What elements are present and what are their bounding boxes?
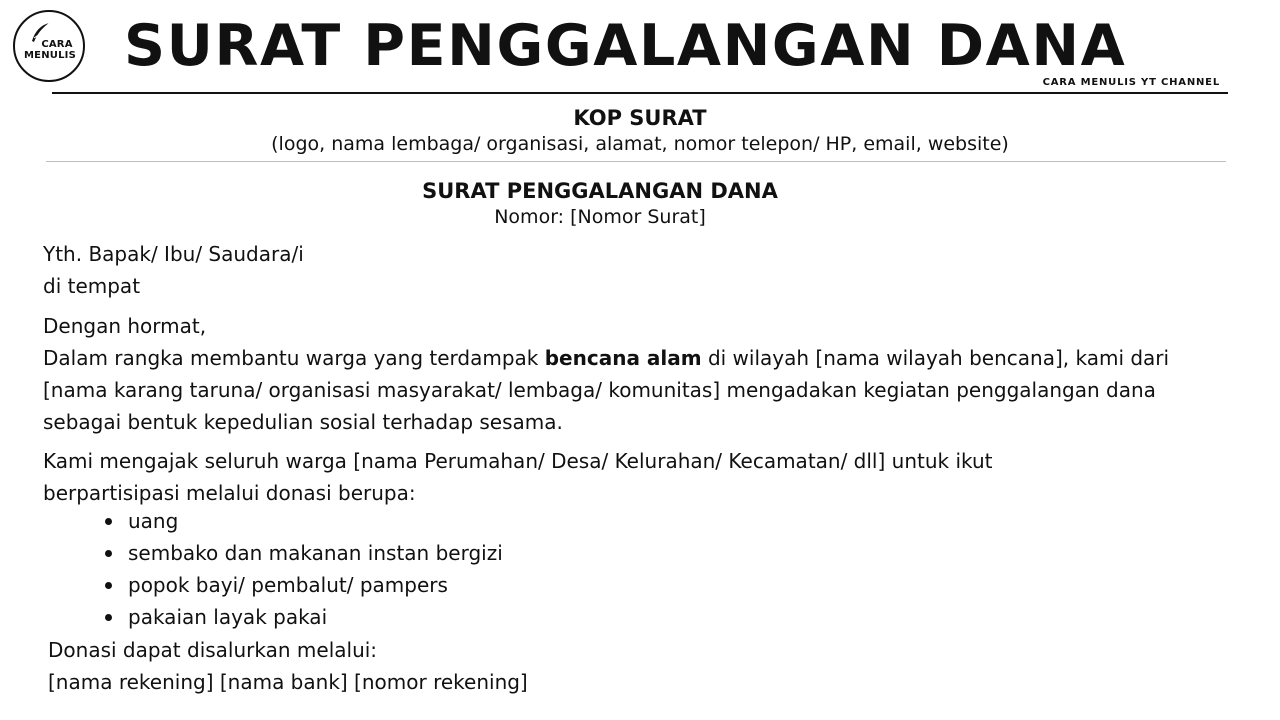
greeting: Dengan hormat, [43,314,207,338]
logo-text-line1: CARA [41,39,73,50]
bank-info: [nama rekening] [nama bank] [nomor rekening] [48,670,528,694]
invitation-block [43,445,1223,509]
kop-subtitle: (logo, nama lembaga/ organisasi, alamat, nomor telepon/ HP, email, website) [271,133,1009,155]
recipient-line: Yth. Bapak/ Ibu/ Saudara/i [43,242,304,266]
invitation-line: Kami mengajak seluruh warga [nama Perumahan/ Desa/ Kelurahan/ Kecamatan/ dll] untuk ikut [43,449,993,473]
recipient-block [43,238,1223,302]
list-item: uang [104,505,503,537]
paragraph-purpose: Dalam rangka membantu warga yang terdampak bencana alam di wilayah [nama wilayah bencana], kami dari [nama karang taruna/ organisasi masyarakat/ lembaga/ komunitas] mengadakan kegiatan penggalangan dana sebagai bentuk kepedulian sosial terhadap sesama. [43,346,1170,434]
donation-channel-block [48,634,1228,698]
list-item: popok bayi/ pembalut/ pampers [104,569,503,601]
emphasis-text: bencana alam [544,346,702,370]
list-item: pakaian layak pakai [104,601,503,633]
kop-title: KOP SURAT [573,106,707,130]
opening-block [43,310,1223,438]
donation-list [104,505,503,633]
logo-text-line2: MENULIS [24,50,76,61]
page-title: SURAT PENGGALANGAN DANA [124,13,1127,79]
recipient-place: di tempat [43,274,141,298]
list-item: sembako dan makanan instan bergizi [104,537,503,569]
invitation-line: berpartisipasi melalui donasi berupa: [43,481,416,505]
kop-divider [46,161,1226,162]
logo [13,10,85,82]
letter-number: Nomor: [Nomor Surat] [494,206,706,228]
channel-label: CARA MENULIS YT CHANNEL [1042,77,1220,88]
header-divider [52,92,1228,94]
letter-title: SURAT PENGGALANGAN DANA [422,179,778,203]
donation-channel-label: Donasi dapat disalurkan melalui: [48,638,378,662]
